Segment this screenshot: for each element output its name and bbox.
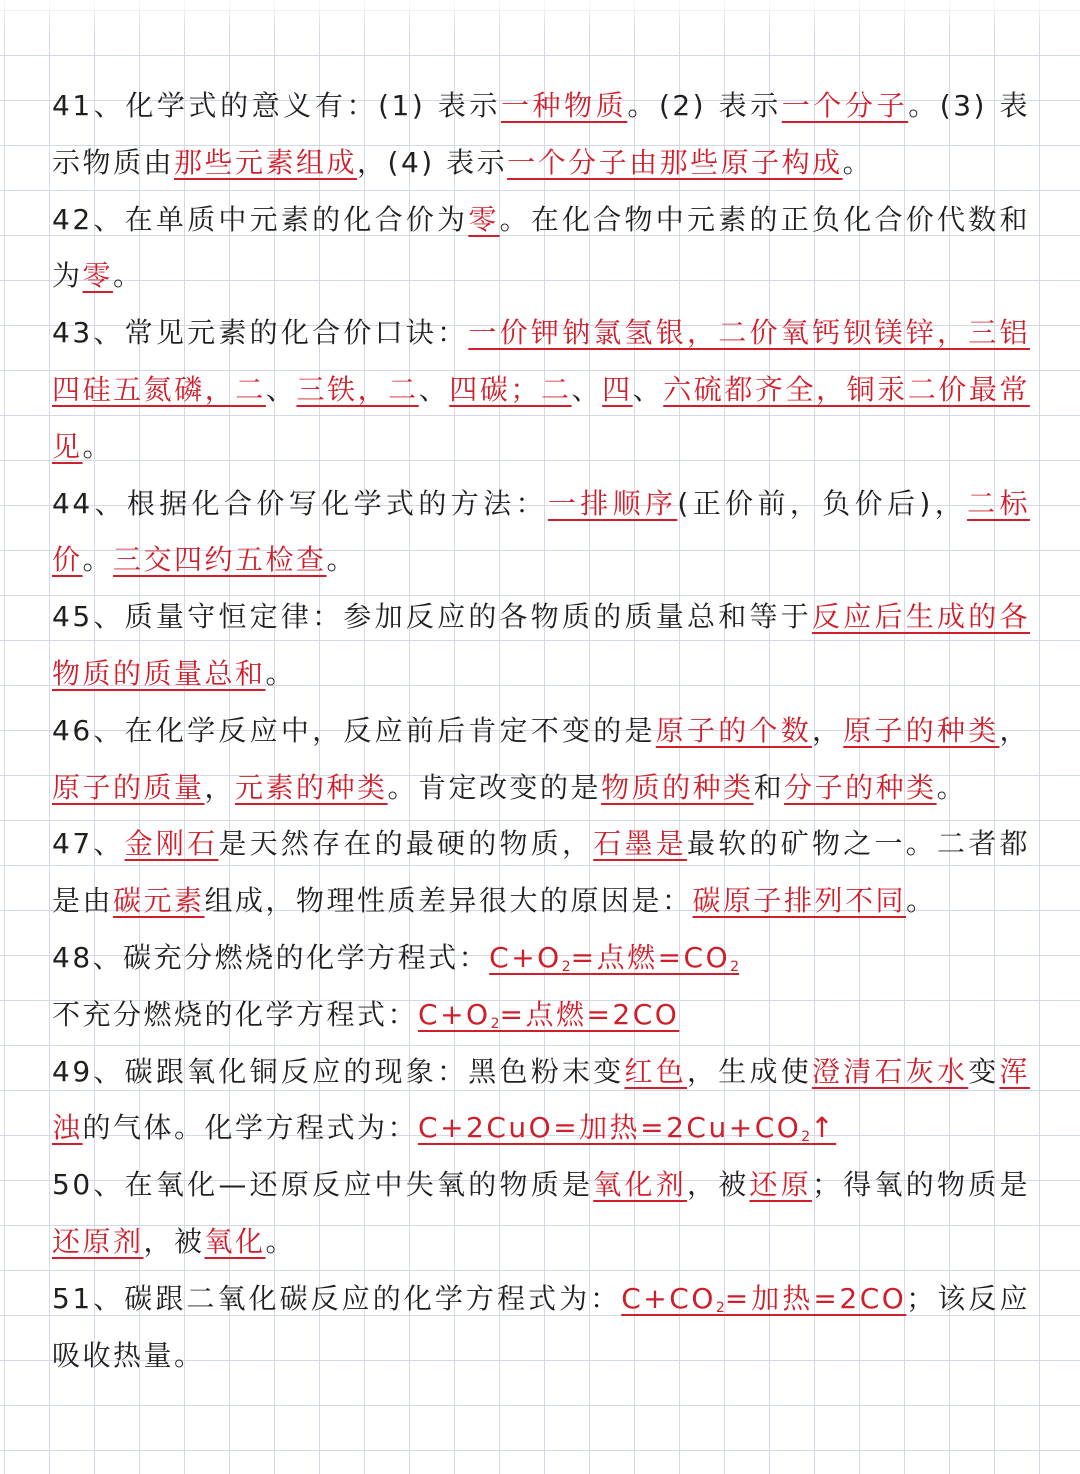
highlight-answer: 四 bbox=[602, 372, 633, 406]
highlight-answer: 四碳；二 bbox=[449, 372, 572, 406]
highlight-answer: 还原剂 bbox=[52, 1224, 144, 1258]
highlight-answer: 三铁，二 bbox=[296, 372, 419, 406]
highlight-answer: 零 bbox=[82, 259, 114, 293]
note-text: 48、碳充分燃烧的化学方程式： bbox=[52, 940, 490, 974]
note-text: 44、根据化合价写化学式的方法： bbox=[52, 486, 548, 520]
note-text: 。在化合物中元素的正负化合价代数和为 bbox=[52, 202, 1030, 293]
highlight-answer: 零 bbox=[468, 202, 500, 236]
highlight-answer: 氧化 bbox=[204, 1224, 266, 1258]
highlight-answer bbox=[716, 1282, 725, 1315]
highlight-answer: C+O bbox=[489, 940, 562, 974]
note-text: (正价前，负价后)， bbox=[677, 486, 968, 520]
note-text: ，生成使 bbox=[687, 1054, 812, 1088]
highlight-answer: 金刚石 bbox=[124, 827, 219, 861]
highlight-answer: 分子的种类 bbox=[784, 770, 937, 804]
highlight-answer: 反应后生成的各物质的质量总和 bbox=[52, 600, 1030, 690]
highlight-answer bbox=[491, 998, 500, 1031]
note-text: 和 bbox=[753, 770, 785, 804]
note-text: 不充分燃烧的化学方程式： bbox=[52, 997, 419, 1031]
note-text: ，被 bbox=[687, 1168, 750, 1202]
note-item-43 bbox=[52, 305, 1030, 475]
highlight-answer bbox=[562, 941, 571, 974]
note-text: 。肯定改变的是 bbox=[387, 770, 602, 804]
note-item-48b bbox=[52, 987, 1030, 1044]
note-text: 。 bbox=[265, 1224, 297, 1258]
note-text: 51、碳跟二氧化碳反应的化学方程式为： bbox=[52, 1281, 622, 1315]
highlight-answer: 一排顺序 bbox=[547, 486, 678, 520]
highlight-answer: 澄清石灰水 bbox=[811, 1054, 969, 1088]
highlight-answer: ↑ bbox=[810, 1111, 837, 1145]
note-text: 变 bbox=[968, 1054, 1000, 1088]
highlight-answer: C+O bbox=[418, 997, 491, 1031]
note-text: 、 bbox=[418, 372, 450, 406]
subscript: 2 bbox=[730, 958, 740, 975]
highlight-answer: 一种物质 bbox=[500, 89, 628, 122]
note-text: 41、化学式的意义有：(1) 表示 bbox=[52, 89, 501, 122]
highlight-answer: 二标价 bbox=[52, 486, 1030, 577]
note-item-42 bbox=[52, 192, 1030, 306]
note-text: ， bbox=[999, 713, 1030, 747]
highlight-answer: =加热=2CO bbox=[724, 1281, 907, 1315]
note-text: ， bbox=[204, 770, 236, 804]
top-fade bbox=[0, 0, 1080, 30]
note-item-47 bbox=[52, 816, 1030, 930]
highlight-answer: C+2CuO=加热=2Cu+CO bbox=[418, 1111, 802, 1145]
highlight-answer: 碳原子排列不同 bbox=[692, 884, 907, 918]
highlight-answer: C+CO bbox=[621, 1281, 716, 1315]
note-text: 。 bbox=[113, 259, 144, 293]
note-text: 46、在化学反应中，反应前后肯定不变的是 bbox=[52, 713, 656, 747]
note-text: 。 bbox=[906, 884, 937, 918]
note-item-45 bbox=[52, 589, 1030, 703]
note-text: 。 bbox=[265, 656, 297, 690]
note-text: 47、 bbox=[52, 827, 125, 861]
subscript: 2 bbox=[715, 1299, 725, 1316]
note-text: 、 bbox=[265, 372, 297, 406]
note-text: 。 bbox=[82, 543, 114, 577]
note-text: 、 bbox=[571, 372, 603, 406]
note-text: 49、碳跟氧化铜反应的现象：黑色粉末变 bbox=[52, 1054, 625, 1088]
highlight-answer: 那些元素组成 bbox=[174, 145, 358, 179]
highlight-answer: 红色 bbox=[624, 1054, 687, 1088]
note-text: 42、在单质中元素的化合价为 bbox=[52, 202, 469, 236]
note-item-51 bbox=[52, 1271, 1030, 1385]
subscript: 2 bbox=[490, 1015, 500, 1032]
note-text: 最软的矿物之一。二者都是由 bbox=[52, 827, 1030, 918]
note-text: 。 bbox=[842, 145, 874, 179]
highlight-answer: 一个分子 bbox=[781, 89, 909, 122]
note-text: ， bbox=[811, 713, 844, 747]
highlight-answer: 还原 bbox=[749, 1168, 812, 1202]
note-item-48a bbox=[52, 930, 1030, 987]
highlight-answer: 石墨是 bbox=[593, 827, 688, 861]
notes-content bbox=[52, 78, 1030, 1384]
highlight-answer: 物质的种类 bbox=[601, 770, 754, 804]
note-text: 。 bbox=[936, 770, 968, 804]
highlight-answer bbox=[801, 1111, 810, 1144]
note-text: 。 bbox=[326, 543, 358, 577]
note-item-41 bbox=[52, 78, 1030, 192]
note-text: 50、在氧化—还原反应中失氧的物质是 bbox=[52, 1168, 594, 1202]
highlight-answer bbox=[730, 941, 739, 974]
note-text: ，(4) 表示 bbox=[357, 145, 508, 179]
highlight-answer: =点燃=CO bbox=[570, 940, 731, 974]
subscript: 2 bbox=[801, 1129, 811, 1146]
highlight-answer: 元素的种类 bbox=[235, 770, 388, 804]
highlight-answer: 原子的种类 bbox=[843, 713, 1000, 747]
note-text: 45、质量守恒定律：参加反应的各物质的质量总和等于 bbox=[52, 600, 813, 634]
note-item-50 bbox=[52, 1157, 1030, 1271]
note-text: 组成，物理性质差异很大的原因是： bbox=[204, 884, 693, 918]
subscript: 2 bbox=[561, 958, 571, 975]
note-item-44 bbox=[52, 476, 1030, 590]
note-text: 的气体。化学方程式为： bbox=[82, 1111, 419, 1145]
highlight-answer: 氧化剂 bbox=[593, 1168, 687, 1202]
highlight-answer: =点燃=2CO bbox=[499, 997, 680, 1031]
highlight-answer: 原子的质量 bbox=[52, 770, 205, 804]
note-text: ，被 bbox=[143, 1224, 205, 1258]
note-text: 。 bbox=[82, 429, 114, 463]
highlight-answer: 一个分子由那些原子构成 bbox=[507, 145, 843, 179]
highlight-answer: 三交四约五检查 bbox=[113, 543, 327, 577]
note-text: ；得氧的物质是 bbox=[812, 1168, 1030, 1202]
highlight-answer: 浑浊 bbox=[52, 1054, 1030, 1145]
note-text: 、 bbox=[632, 372, 664, 406]
note-text: 。(2) 表示 bbox=[627, 89, 782, 122]
highlight-answer: 六硫都齐全，铜汞二价最常见 bbox=[52, 372, 1030, 463]
note-text: ；该反应吸收热量。 bbox=[52, 1281, 1030, 1372]
highlight-answer: 原子的个数 bbox=[655, 713, 812, 747]
note-text: 。(3) 表示物质由 bbox=[52, 89, 1030, 179]
note-item-49 bbox=[52, 1044, 1030, 1158]
highlight-answer: 一价钾钠氯氢银，二价氧钙钡镁锌，三铝四硅五氮磷，二 bbox=[52, 316, 1030, 406]
note-item-46 bbox=[52, 703, 1030, 817]
highlight-answer: 碳元素 bbox=[113, 884, 205, 918]
note-text: 43、常见元素的化合价口诀： bbox=[52, 316, 469, 350]
note-text: 是天然存在的最硬的物质， bbox=[218, 827, 594, 861]
